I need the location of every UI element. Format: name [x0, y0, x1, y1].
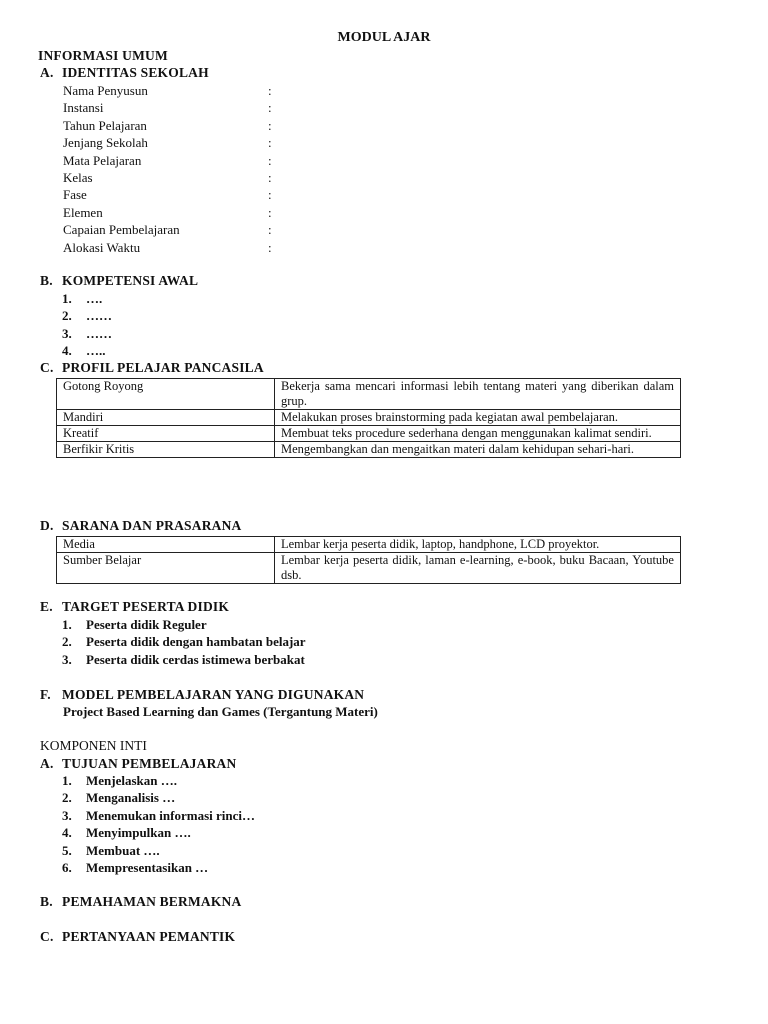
- identity-field: [0, 169, 768, 186]
- identity-field: [0, 152, 768, 169]
- field-colon: :: [268, 83, 272, 98]
- item-text: ….: [86, 291, 103, 306]
- field-colon: :: [268, 100, 272, 116]
- identity-field: [0, 239, 768, 256]
- item-text: Membuat ….: [86, 842, 160, 858]
- section-title: MODEL PEMBELAJARAN YANG DIGUNAKAN: [62, 687, 365, 702]
- item-number: 4.: [62, 825, 72, 841]
- field-label: Mata Pelajaran: [63, 152, 142, 168]
- identity-field: [0, 186, 768, 203]
- item-number: 1.: [62, 291, 72, 306]
- identity-field: [0, 221, 768, 238]
- informasi-umum-heading: INFORMASI UMUM: [38, 48, 168, 63]
- item-text: Peserta didik Reguler: [86, 617, 207, 632]
- section-a-heading: [40, 65, 209, 81]
- field-colon: :: [268, 222, 272, 238]
- list-item: [62, 617, 306, 634]
- table-row: [57, 410, 681, 426]
- table-cell-key: Sumber Belajar: [57, 553, 275, 584]
- list-item: [62, 634, 306, 651]
- table-cell-value: Membuat teks procedure sederhana dengan menggunakan kalimat sendiri.: [275, 426, 681, 442]
- item-text: ……: [86, 325, 112, 341]
- list-item: [62, 843, 255, 860]
- table-cell-key: Gotong Royong: [57, 379, 275, 410]
- table-row: [57, 537, 681, 553]
- section-letter: F.: [40, 687, 51, 702]
- sarana-table: [56, 536, 681, 584]
- section-e-heading: [40, 599, 229, 615]
- item-number: 2.: [62, 790, 72, 806]
- item-text: Mempresentasikan …: [86, 859, 209, 875]
- field-label: Kelas: [63, 169, 93, 185]
- field-label: Fase: [63, 187, 87, 203]
- table-cell-key: Kreatif: [57, 426, 275, 442]
- field-label: Nama Penyusun: [63, 83, 148, 98]
- document-title: MODUL AJAR: [337, 30, 431, 45]
- section-letter: A.: [40, 65, 54, 80]
- field-label: Elemen: [63, 204, 103, 220]
- ki-c-heading: [40, 929, 235, 945]
- list-item: [62, 860, 255, 877]
- kompetensi-list: [62, 291, 112, 361]
- field-label: Jenjang Sekolah: [63, 135, 148, 151]
- item-number: 2.: [62, 308, 72, 324]
- item-number: 6.: [62, 859, 72, 875]
- list-item: [62, 773, 255, 790]
- section-title: TUJUAN PEMBELAJARAN: [62, 756, 237, 771]
- item-text: Menyimpulkan ….: [86, 825, 191, 841]
- table-cell-value: Lembar kerja peserta didik, laman e-learning, e-book, buku Bacaan, Youtube dsb.: [275, 553, 681, 584]
- list-item: [62, 808, 255, 825]
- field-colon: :: [268, 117, 272, 133]
- field-colon: :: [268, 135, 272, 151]
- table-row: [57, 426, 681, 442]
- item-text: …..: [86, 343, 106, 359]
- item-number: 3.: [62, 651, 72, 667]
- identity-field: [0, 204, 768, 221]
- item-number: 4.: [62, 343, 72, 359]
- item-text: ……: [86, 308, 112, 324]
- table-cell-key: Berfikir Kritis: [57, 442, 275, 458]
- table-row: [57, 553, 681, 584]
- table-cell-value: Lembar kerja peserta didik, laptop, handphone, LCD proyektor.: [275, 537, 681, 553]
- item-number: 5.: [62, 842, 72, 858]
- field-label: Alokasi Waktu: [63, 239, 141, 255]
- list-item: [62, 291, 112, 308]
- section-letter: E.: [40, 599, 53, 614]
- list-item: [62, 326, 112, 343]
- list-item: [62, 308, 112, 325]
- item-number: 3.: [62, 807, 72, 823]
- section-b-heading: [40, 273, 198, 289]
- item-text: Menjelaskan ….: [86, 773, 177, 788]
- item-number: 1.: [62, 773, 72, 788]
- list-item: [62, 652, 306, 669]
- field-colon: :: [268, 204, 272, 220]
- table-cell-key: Mandiri: [57, 410, 275, 426]
- item-number: 1.: [62, 617, 72, 632]
- identity-field: [0, 99, 768, 116]
- field-label: Capaian Pembelajaran: [63, 222, 180, 238]
- section-title: KOMPETENSI AWAL: [62, 273, 199, 288]
- section-f-heading: [40, 687, 364, 703]
- section-letter: C.: [40, 360, 54, 375]
- field-colon: :: [268, 239, 272, 255]
- identity-field: [0, 82, 768, 99]
- tujuan-list: [62, 773, 255, 877]
- komponen-inti-heading: KOMPONEN INTI: [40, 738, 147, 753]
- list-item: [62, 790, 255, 807]
- ki-b-heading: [40, 894, 241, 910]
- section-d-heading: [40, 518, 242, 534]
- section-title: PERTANYAAN PEMANTIK: [62, 929, 236, 944]
- section-c-heading: [40, 360, 264, 376]
- section-letter: A.: [40, 756, 54, 771]
- field-colon: :: [268, 187, 272, 203]
- section-title: IDENTITAS SEKOLAH: [62, 65, 209, 80]
- section-title: PEMAHAMAN BERMAKNA: [62, 894, 242, 909]
- target-list: [62, 617, 306, 669]
- table-cell-value: Melakukan proses brainstorming pada kegiatan awal pembelajaran.: [275, 410, 681, 426]
- item-text: Menemukan informasi rinci…: [86, 807, 255, 823]
- section-letter: B.: [40, 273, 53, 288]
- table-cell-value: Mengembangkan dan mengaitkan materi dalam kehidupan sehari-hari.: [275, 442, 681, 458]
- section-letter: D.: [40, 518, 54, 533]
- model-text: Project Based Learning dan Games (Tergantung Materi): [63, 704, 378, 719]
- item-number: 3.: [62, 325, 72, 341]
- section-letter: C.: [40, 929, 54, 944]
- identity-fields: [0, 82, 768, 256]
- field-label: Tahun Pelajaran: [63, 117, 147, 133]
- item-text: Peserta didik cerdas istimewa berbakat: [86, 651, 305, 667]
- field-colon: :: [268, 152, 272, 168]
- field-label: Instansi: [63, 100, 104, 116]
- list-item: [62, 343, 112, 360]
- table-cell-key: Media: [57, 537, 275, 553]
- section-title: SARANA DAN PRASARANA: [62, 518, 242, 533]
- table-row: [57, 379, 681, 410]
- item-number: 2.: [62, 634, 72, 650]
- section-title: PROFIL PELAJAR PANCASILA: [62, 360, 264, 375]
- identity-field: [0, 134, 768, 151]
- list-item: [62, 825, 255, 842]
- section-letter: B.: [40, 894, 53, 909]
- field-colon: :: [268, 169, 272, 185]
- table-row: [57, 442, 681, 458]
- item-text: Menganalisis …: [86, 790, 176, 806]
- section-title: TARGET PESERTA DIDIK: [62, 599, 230, 614]
- identity-field: [0, 117, 768, 134]
- ki-a-heading: [40, 756, 236, 772]
- table-cell-value: Bekerja sama mencari informasi lebih tentang materi yang diberikan dalam grup.: [275, 379, 681, 410]
- item-text: Peserta didik dengan hambatan belajar: [86, 634, 306, 650]
- profil-table: [56, 378, 681, 458]
